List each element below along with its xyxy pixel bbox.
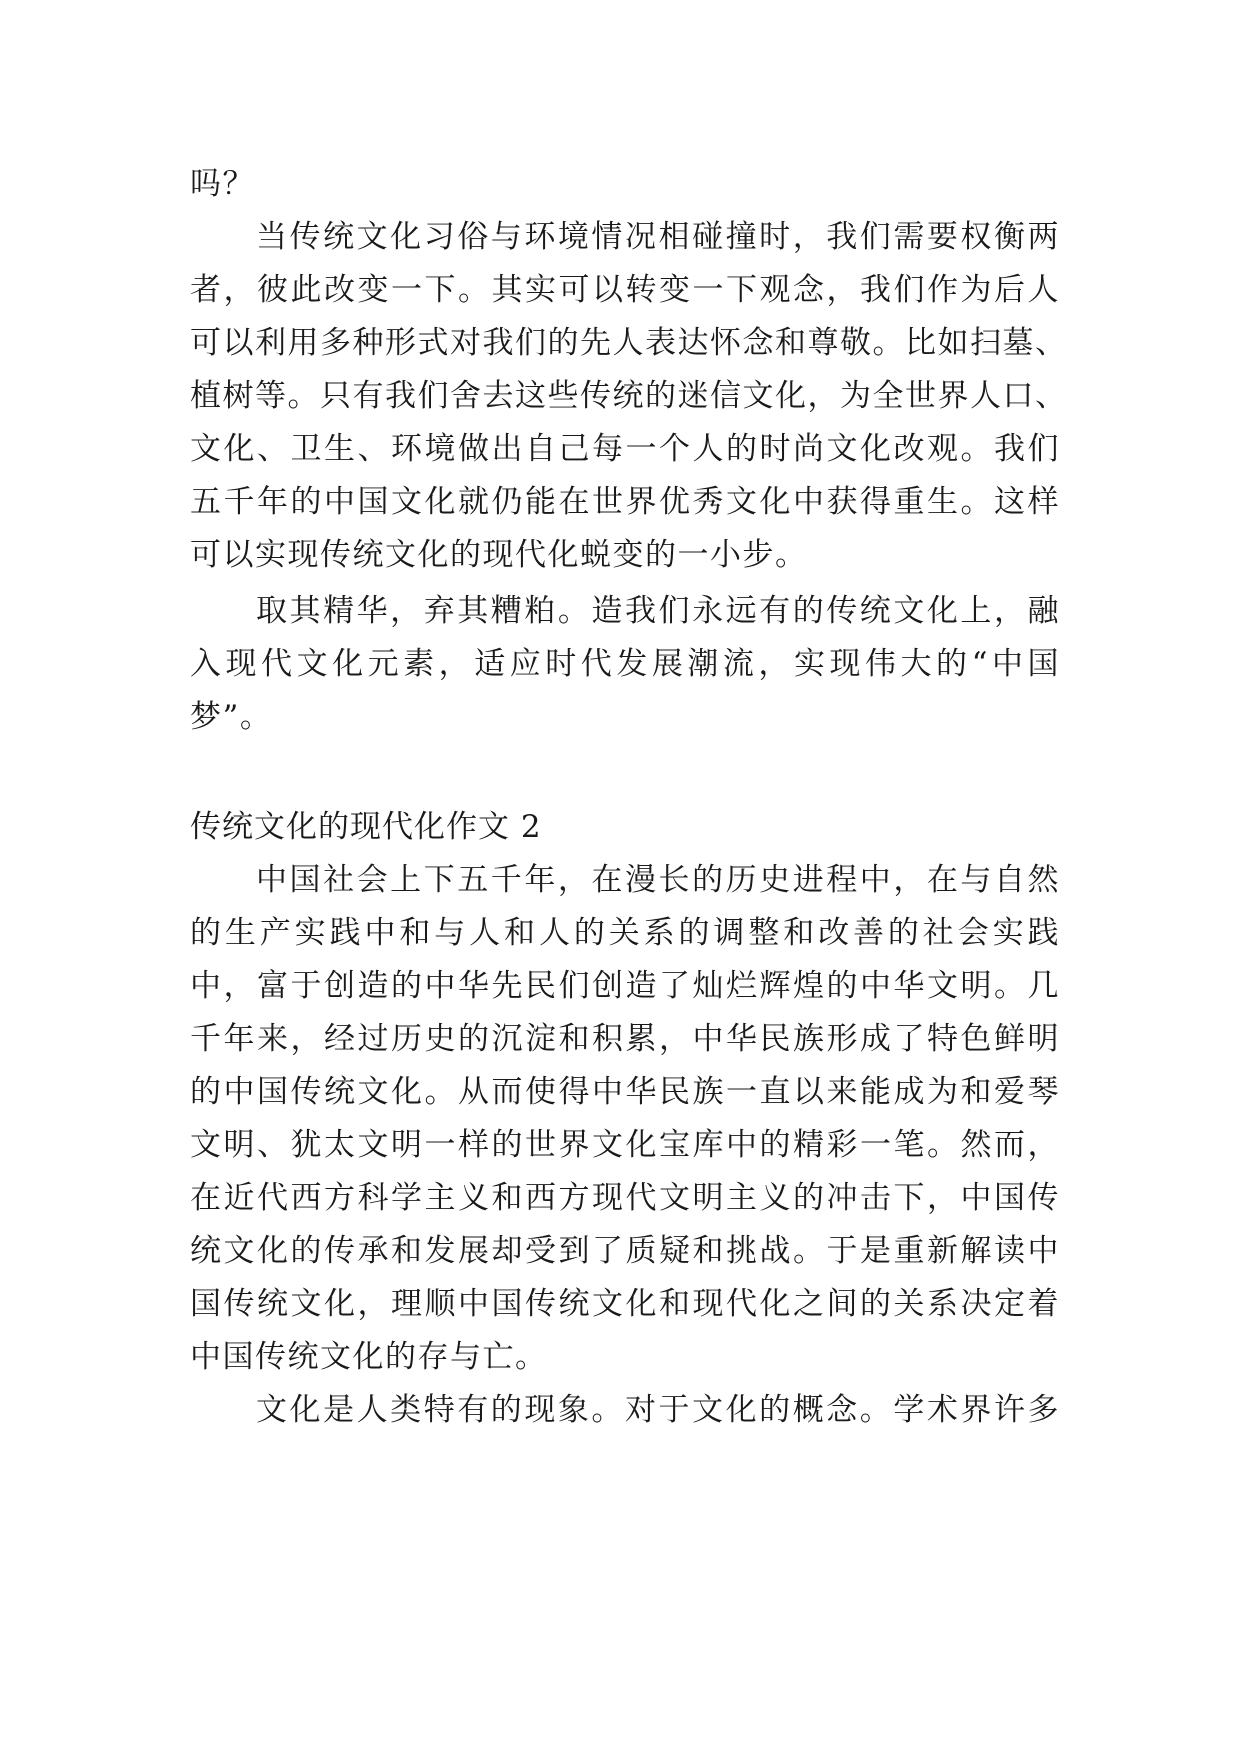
paragraph-line: 梦”。	[190, 699, 273, 735]
paragraph-line: 植树等。只有我们舍去这些传统的迷信文化，为全世界人口、	[190, 378, 1068, 414]
paragraph-line: 文化是人类特有的现象。对于文化的概念。学术界许多	[256, 1392, 1060, 1428]
paragraph-line: 五千年的中国文化就仍能在世界优秀文化中获得重生。这样	[190, 484, 1060, 520]
paragraph-line: 中，富于创造的中华先民们创造了灿烂辉煌的中华文明。几	[190, 968, 1060, 1004]
paragraph-line: 在近代西方科学主义和西方现代文明主义的冲击下，中国传	[190, 1180, 1060, 1216]
paragraph-line: 可以利用多种形式对我们的先人表达怀念和尊敬。比如扫墓、	[190, 325, 1068, 361]
paragraph-line: 入现代文化元素，适应时代发展潮流，实现伟大的“中国	[190, 646, 1060, 682]
paragraph-line: 文化、卫生、环境做出自己每一个人的时尚文化改观。我们	[190, 431, 1060, 467]
paragraph-line: 吗？	[190, 166, 255, 202]
paragraph-line: 中国传统文化的存与亡。	[190, 1339, 548, 1375]
section-title: 传统文化的现代化作文 2	[190, 809, 542, 845]
paragraph-line: 当传统文化习俗与环境情况相碰撞时，我们需要权衡两	[256, 219, 1060, 255]
paragraph-line: 的中国传统文化。从而使得中华民族一直以来能成为和爱琴	[190, 1074, 1060, 1110]
paragraph-line: 国传统文化，理顺中国传统文化和现代化之间的关系决定着	[190, 1286, 1060, 1322]
paragraph-line: 的生产实践中和与人和人的关系的调整和改善的社会实践	[190, 915, 1060, 951]
paragraph-line: 者，彼此改变一下。其实可以转变一下观念，我们作为后人	[190, 272, 1060, 308]
paragraph-line: 中国社会上下五千年，在漫长的历史进程中，在与自然	[256, 862, 1060, 898]
paragraph-line: 可以实现传统文化的现代化蜕变的一小步。	[190, 537, 808, 573]
paragraph-line: 千年来，经过历史的沉淀和积累，中华民族形成了特色鲜明	[190, 1021, 1060, 1057]
paragraph-line: 文明、犹太文明一样的世界文化宝库中的精彩一笔。然而，	[190, 1127, 1060, 1163]
paragraph-line: 取其精华，弃其糟粕。造我们永远有的传统文化上，融	[256, 593, 1060, 629]
paragraph-line: 统文化的传承和发展却受到了质疑和挑战。于是重新解读中	[190, 1233, 1060, 1269]
